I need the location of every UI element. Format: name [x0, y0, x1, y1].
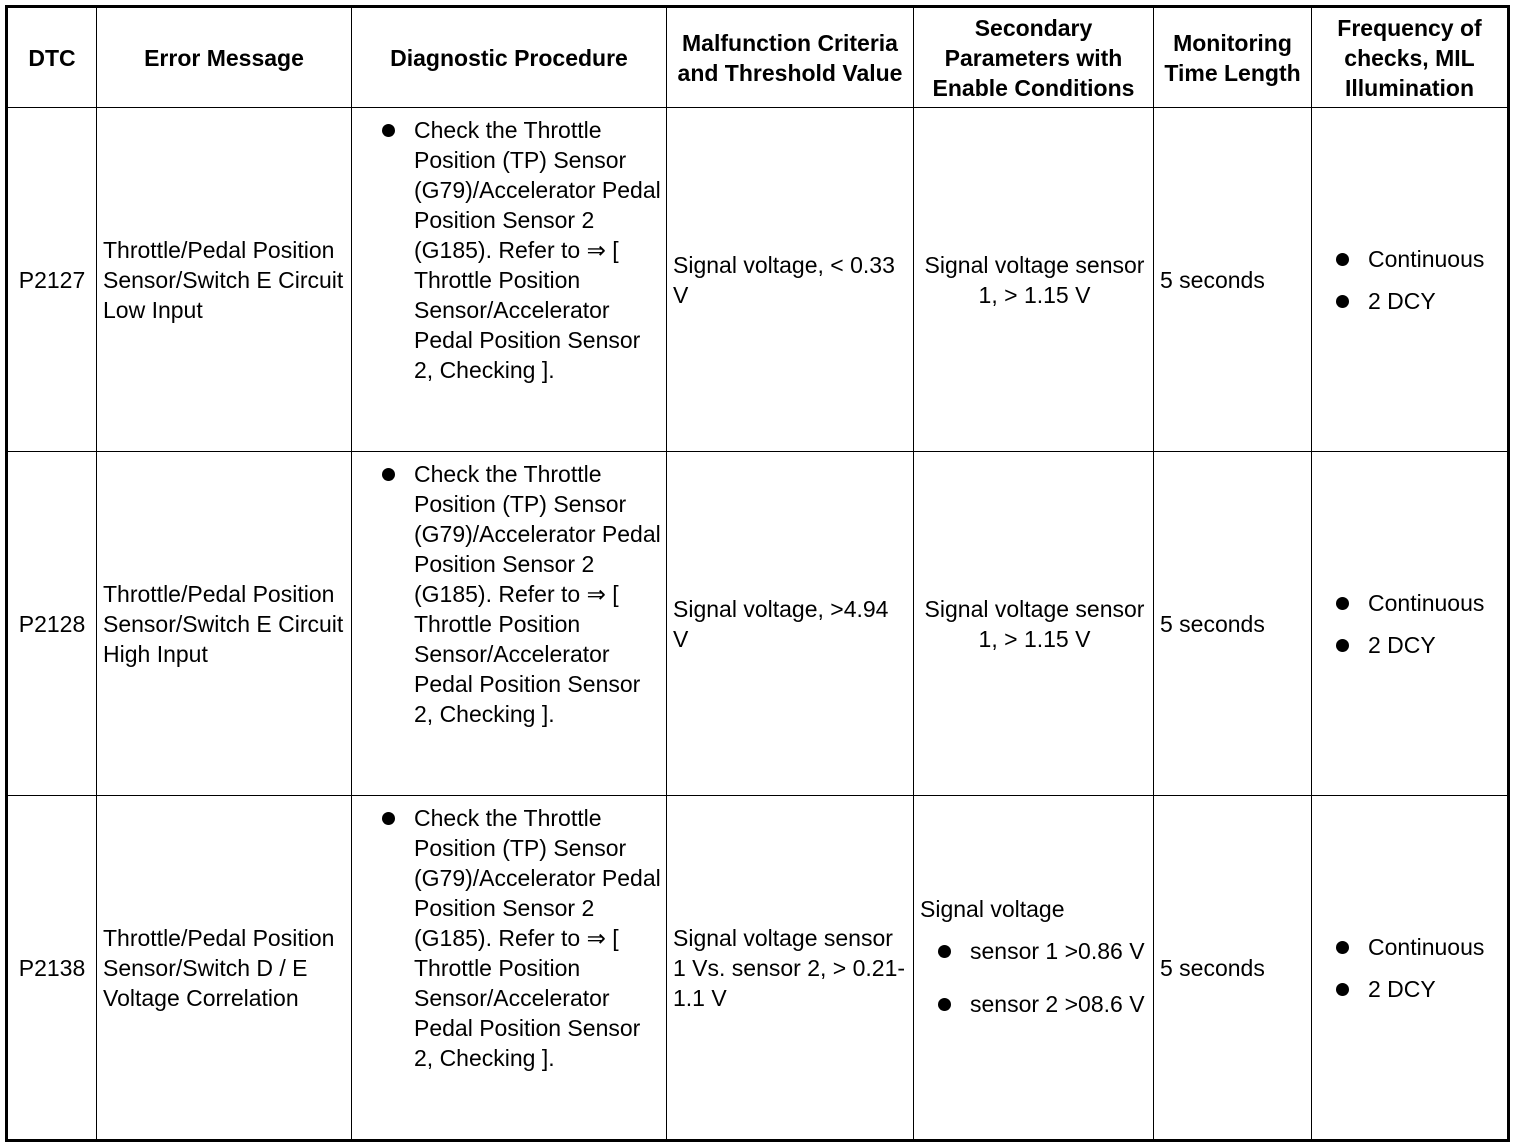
table-row — [7, 108, 1509, 452]
secondary-item: sensor 2 >08.6 V — [914, 989, 1153, 1019]
frequency-item: 2 DCY — [1312, 630, 1507, 660]
error-message: Throttle/Pedal Position Sensor/Switch D / E Voltage Correlation — [97, 796, 352, 1141]
dtc-code: P2138 — [7, 796, 97, 1141]
procedure-item: Check the Throttle Position (TP) Sensor (G79)/Accelerator Pedal Position Sensor 2 (G185). Refer to ⇒ [ Throttle Position Sensor/Accelerator Pedal Position Sensor 2, Checking ]. — [358, 803, 662, 1073]
frequency — [1312, 452, 1509, 796]
diagnostic-procedure — [352, 796, 667, 1141]
header-dtc: DTC — [7, 7, 97, 108]
table-row — [7, 796, 1509, 1141]
secondary-list — [914, 936, 1153, 1019]
frequency — [1312, 796, 1509, 1141]
header-secondary-parameters: Secondary Parameters with Enable Conditions — [914, 7, 1154, 108]
frequency-item: 2 DCY — [1312, 974, 1507, 1004]
frequency — [1312, 108, 1509, 452]
frequency-item: 2 DCY — [1312, 286, 1507, 316]
procedure-item: Check the Throttle Position (TP) Sensor (G79)/Accelerator Pedal Position Sensor 2 (G185). Refer to ⇒ [ Throttle Position Sensor/Accelerator Pedal Position Sensor 2, Checking ]. — [358, 115, 662, 385]
secondary-item: sensor 1 >0.86 V — [914, 936, 1153, 966]
monitoring-time: 5 seconds — [1154, 796, 1312, 1141]
frequency-item: Continuous — [1312, 244, 1507, 274]
diagnostic-procedure — [352, 108, 667, 452]
header-malfunction-criteria: Malfunction Criteria and Threshold Value — [667, 7, 914, 108]
procedure-list — [358, 803, 662, 1073]
procedure-list — [358, 115, 662, 385]
header-error-message: Error Message — [97, 7, 352, 108]
frequency-item: Continuous — [1312, 932, 1507, 962]
secondary-parameters — [914, 796, 1154, 1141]
header-row — [7, 7, 1509, 108]
error-message: Throttle/Pedal Position Sensor/Switch E Circuit Low Input — [97, 108, 352, 452]
diagnostic-procedure — [352, 452, 667, 796]
secondary-parameters: Signal voltage sensor 1, > 1.15 V — [914, 108, 1154, 452]
secondary-lead: Signal voltage — [920, 895, 1065, 922]
frequency-item: Continuous — [1312, 588, 1507, 618]
dtc-code: P2128 — [7, 452, 97, 796]
malfunction-criteria: Signal voltage sensor 1 Vs. sensor 2, > 0.21-1.1 V — [667, 796, 914, 1141]
monitoring-time: 5 seconds — [1154, 452, 1312, 796]
dtc-code: P2127 — [7, 108, 97, 452]
error-message: Throttle/Pedal Position Sensor/Switch E Circuit High Input — [97, 452, 352, 796]
header-diagnostic-procedure: Diagnostic Procedure — [352, 7, 667, 108]
malfunction-criteria: Signal voltage, >4.94 V — [667, 452, 914, 796]
header-frequency: Frequency of checks, MIL Illumination — [1312, 7, 1509, 108]
monitoring-time: 5 seconds — [1154, 108, 1312, 452]
procedure-list — [358, 459, 662, 729]
malfunction-criteria: Signal voltage, < 0.33 V — [667, 108, 914, 452]
frequency-list — [1312, 244, 1507, 316]
secondary-parameters: Signal voltage sensor 1, > 1.15 V — [914, 452, 1154, 796]
frequency-list — [1312, 588, 1507, 660]
frequency-list — [1312, 932, 1507, 1004]
procedure-item: Check the Throttle Position (TP) Sensor (G79)/Accelerator Pedal Position Sensor 2 (G185). Refer to ⇒ [ Throttle Position Sensor/Accelerator Pedal Position Sensor 2, Checking ]. — [358, 459, 662, 729]
header-monitoring-time: Monitoring Time Length — [1154, 7, 1312, 108]
dtc-table — [5, 5, 1510, 1142]
table-row — [7, 452, 1509, 796]
